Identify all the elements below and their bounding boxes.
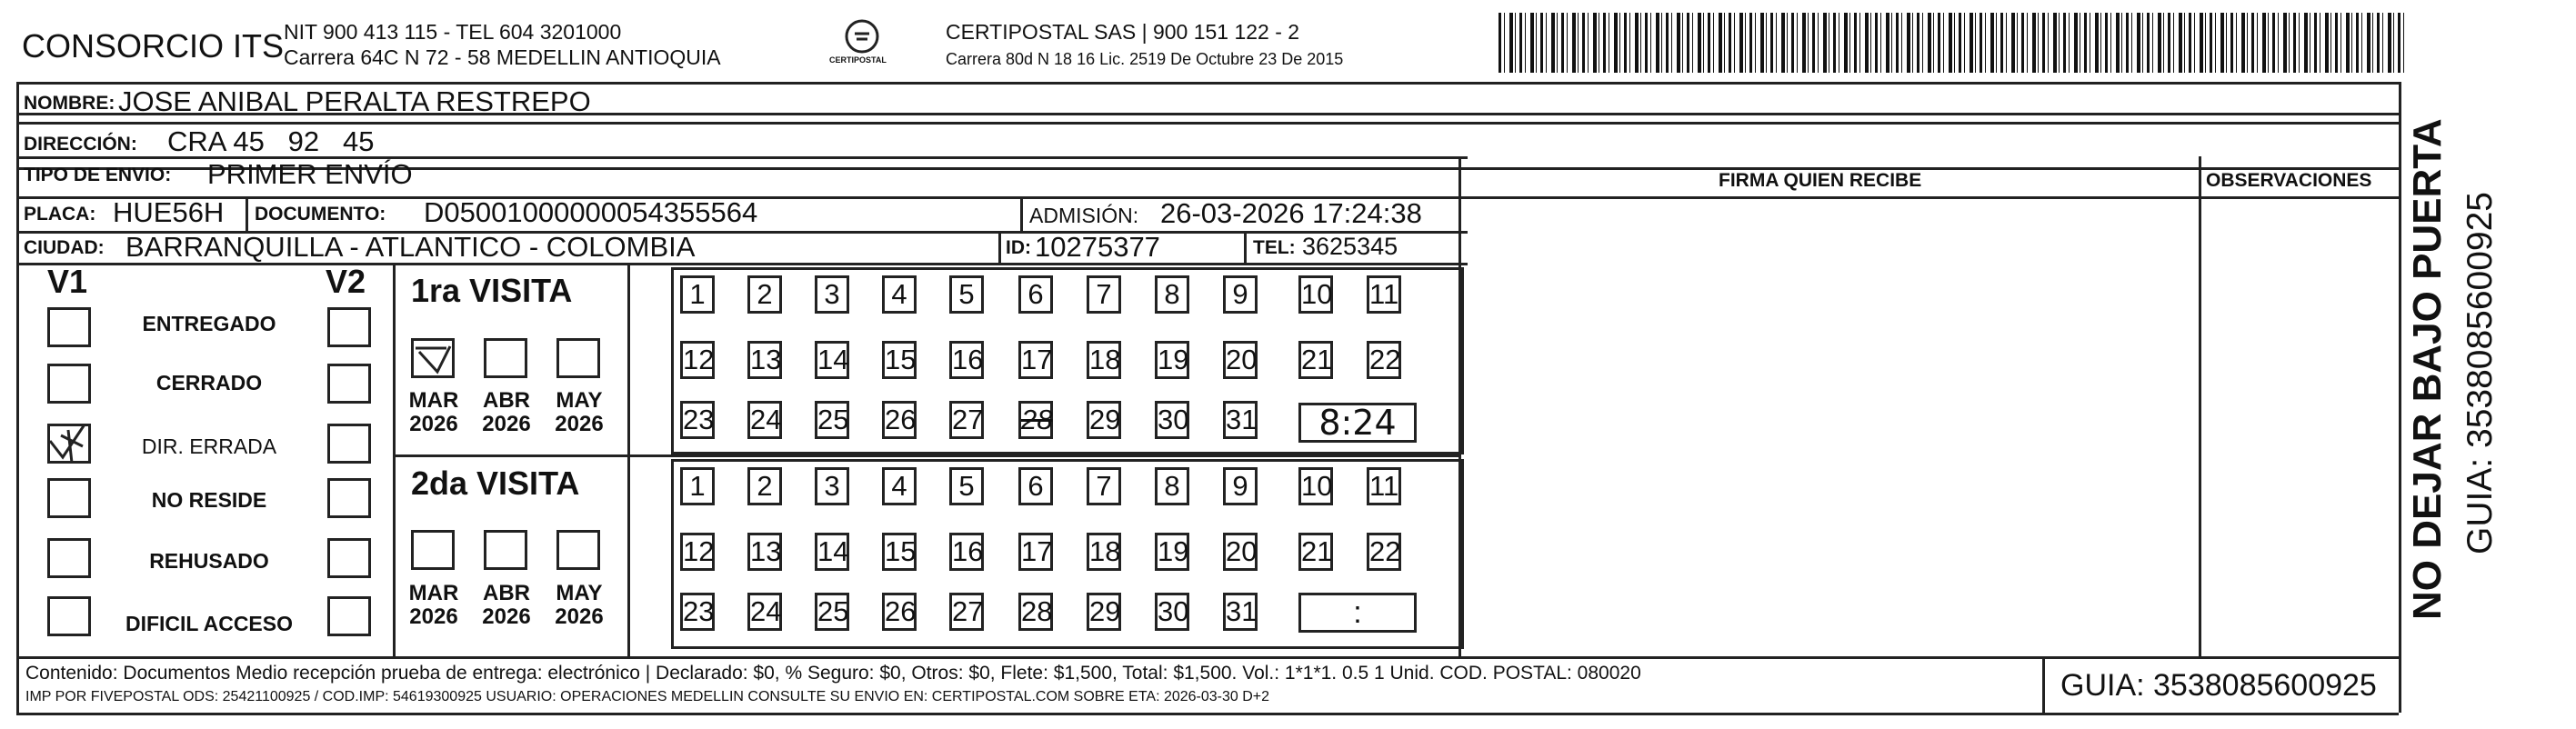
v2-checkbox-dir-errada[interactable] (327, 424, 371, 464)
certipostal-logo-icon (844, 18, 880, 55)
v1-checkbox-rehusado[interactable] (47, 538, 91, 578)
check-mark-icon (410, 335, 457, 381)
id-label: ID: (1006, 237, 1031, 258)
v2-header: V2 (326, 263, 366, 300)
second-visit-day-19[interactable]: 19 (1155, 533, 1189, 571)
v1-checkbox-dir-errada[interactable] (47, 424, 91, 464)
first-visit-day-13[interactable]: 13 (747, 341, 782, 379)
first-visit-month-label-abr: ABR 2026 (482, 388, 531, 437)
second-visit-day-15[interactable]: 15 (882, 533, 917, 571)
second-visit-month-label-mar: MAR 2026 (408, 581, 459, 630)
tel-label: TEL: (1253, 237, 1296, 258)
second-visit-month-may[interactable] (556, 530, 600, 570)
direccion-value: CRA 45 92 45 (167, 125, 375, 157)
first-visit-day-19[interactable]: 19 (1155, 341, 1189, 379)
second-visit-day-1[interactable]: 1 (680, 467, 715, 505)
admision-value: 26-03-2026 17:24:38 (1160, 197, 1422, 229)
second-visit-day-6[interactable]: 6 (1018, 467, 1053, 505)
first-visit-day-6[interactable]: 6 (1018, 275, 1053, 314)
first-visit-day-2[interactable]: 2 (747, 275, 782, 314)
first-visit-title: 1ra VISITA (411, 272, 573, 309)
first-visit-day-21[interactable]: 21 (1298, 341, 1333, 379)
first-visit-month-abr[interactable] (484, 338, 527, 378)
second-visit-day-26[interactable]: 26 (882, 593, 917, 631)
second-visit-day-29[interactable]: 29 (1087, 593, 1121, 631)
second-visit-day-2[interactable]: 2 (747, 467, 782, 505)
nombre-label: NOMBRE: (24, 93, 115, 114)
second-visit-day-27[interactable]: 27 (949, 593, 984, 631)
first-visit-day-18[interactable]: 18 (1087, 341, 1121, 379)
company-nit: NIT 900 413 115 - TEL 604 3201000 (284, 20, 622, 44)
first-visit-month-mar[interactable] (411, 338, 455, 378)
status-no-reside: NO RESIDE (151, 488, 267, 512)
status-entregado: ENTREGADO (142, 312, 276, 335)
second-visit-day-9[interactable]: 9 (1223, 467, 1258, 505)
tipo-envio-label: TIPO DE ENVIO: (24, 165, 172, 185)
first-visit-day-8[interactable]: 8 (1155, 275, 1189, 314)
second-visit-day-30[interactable]: 30 (1155, 593, 1189, 631)
documento-value: D05001000000054355564 (424, 196, 758, 228)
first-visit-day-29[interactable]: 29 (1087, 401, 1121, 439)
documento-label: DOCUMENTO: (255, 204, 386, 225)
first-visit-day-1[interactable]: 1 (680, 275, 715, 314)
v1-checkbox-dificil-acceso[interactable] (47, 596, 91, 636)
first-visit-day-7[interactable]: 7 (1087, 275, 1121, 314)
first-visit-day-12[interactable]: 12 (680, 341, 715, 379)
second-visit-time-box[interactable] (1298, 593, 1417, 633)
second-visit-day-28[interactable]: 28 (1018, 593, 1053, 631)
first-visit-time: 8:24 (1318, 403, 1397, 443)
first-visit-day-28[interactable]: 28 (1018, 401, 1053, 439)
first-visit-day-4[interactable]: 4 (882, 275, 917, 314)
second-visit-day-14[interactable]: 14 (815, 533, 849, 571)
first-visit-day-5[interactable]: 5 (949, 275, 984, 314)
first-visit-day-10[interactable]: 10 (1298, 275, 1333, 314)
firma-header: FIRMA QUIEN RECIBE (1719, 170, 1922, 191)
second-visit-day-10[interactable]: 10 (1298, 467, 1333, 505)
first-visit-day-23[interactable]: 23 (680, 401, 715, 439)
second-visit-day-31[interactable]: 31 (1223, 593, 1258, 631)
nombre-value: JOSE ANIBAL PERALTA RESTREPO (118, 85, 591, 117)
first-visit-day-30[interactable]: 30 (1155, 401, 1189, 439)
v2-checkbox-rehusado[interactable] (327, 538, 371, 578)
logo-caption: CERTIPOSTAL (829, 55, 887, 65)
carrier-name: CERTIPOSTAL SAS | 900 151 122 - 2 (946, 20, 1300, 44)
second-visit-month-label-may: MAY 2026 (555, 581, 604, 630)
second-visit-day-22[interactable]: 22 (1367, 533, 1401, 571)
second-visit-title: 2da VISITA (411, 464, 580, 502)
direccion-label: DIRECCIÓN: (24, 134, 137, 155)
second-visit-time: : (1353, 595, 1362, 630)
first-visit-day-3[interactable]: 3 (815, 275, 849, 314)
status-dificil-acceso: DIFICIL ACCESO (125, 612, 293, 635)
status-rehusado: REHUSADO (149, 549, 269, 573)
first-visit-day-24[interactable]: 24 (747, 401, 782, 439)
second-visit-day-8[interactable]: 8 (1155, 467, 1189, 505)
first-visit-day-15[interactable]: 15 (882, 341, 917, 379)
first-visit-day-27[interactable]: 27 (949, 401, 984, 439)
first-visit-day-20[interactable]: 20 (1223, 341, 1258, 379)
second-visit-month-abr[interactable] (484, 530, 527, 570)
second-visit-day-17[interactable]: 17 (1018, 533, 1053, 571)
second-visit-day-21[interactable]: 21 (1298, 533, 1333, 571)
observaciones-header: OBSERVACIONES (2206, 170, 2372, 191)
placa-value: HUE56H (113, 196, 225, 228)
first-visit-day-25[interactable]: 25 (815, 401, 849, 439)
second-visit-day-7[interactable]: 7 (1087, 467, 1121, 505)
first-visit-day-11[interactable]: 11 (1367, 275, 1401, 314)
first-visit-day-14[interactable]: 14 (815, 341, 849, 379)
first-visit-day-16[interactable]: 16 (949, 341, 984, 379)
second-visit-day-11[interactable]: 11 (1367, 467, 1401, 505)
carrier-address: Carrera 80d N 18 16 Lic. 2519 De Octubre 23 De 2015 (946, 50, 1344, 68)
first-visit-month-label-may: MAY 2026 (555, 388, 604, 437)
second-visit-day-25[interactable]: 25 (815, 593, 849, 631)
status-cerrado: CERRADO (155, 371, 263, 394)
second-visit-month-label-abr: ABR 2026 (482, 581, 531, 630)
second-visit-day-16[interactable]: 16 (949, 533, 984, 571)
ciudad-value: BARRANQUILLA - ATLANTICO - COLOMBIA (125, 231, 696, 263)
second-visit-day-4[interactable]: 4 (882, 467, 917, 505)
company-name: CONSORCIO ITS (22, 27, 285, 65)
first-visit-month-label-mar: MAR 2026 (408, 388, 459, 437)
first-visit-day-9[interactable]: 9 (1223, 275, 1258, 314)
admision-label: ADMISIÓN: (1029, 204, 1139, 227)
id-value: 10275377 (1035, 231, 1160, 263)
second-visit-day-3[interactable]: 3 (815, 467, 849, 505)
v1-checkbox-cerrado[interactable] (47, 364, 91, 404)
v2-checkbox-dificil-acceso[interactable] (327, 596, 371, 636)
v1-checkbox-no-reside[interactable] (47, 478, 91, 518)
v2-checkbox-cerrado[interactable] (327, 364, 371, 404)
contenido-text: Contenido: Documentos Medio recepción prueba de entrega: electrónico | Declarado: $0, % Seguro: $0, Otros: $0, Flete: $1,500, Total: $1,500. Vol.: 1*1*1. 0.5 1 Unid. COD. POSTAL: 080020 (25, 663, 1641, 684)
first-visit-day-26[interactable]: 26 (882, 401, 917, 439)
placa-label: PLACA: (24, 204, 96, 225)
second-visit-month-mar[interactable] (411, 530, 455, 570)
first-visit-time-box[interactable] (1298, 403, 1417, 443)
first-visit-month-may[interactable] (556, 338, 600, 378)
ciudad-label: CIUDAD: (24, 237, 105, 258)
second-visit-day-13[interactable]: 13 (747, 533, 782, 571)
status-dir-errada: DIR. ERRADA (141, 434, 277, 458)
tipo-envio-value: PRIMER ENVÍO (207, 158, 413, 190)
first-visit-day-22[interactable]: 22 (1367, 341, 1401, 379)
no-dejar-bajo-puerta: NO DEJAR BAJO PUERTA (2405, 118, 2450, 620)
second-visit-day-5[interactable]: 5 (949, 467, 984, 505)
second-visit-day-12[interactable]: 12 (680, 533, 715, 571)
tel-value: 3625345 (1302, 233, 1398, 260)
second-visit-day-18[interactable]: 18 (1087, 533, 1121, 571)
v1-checkbox-entregado[interactable] (47, 307, 91, 347)
imp-text: IMP POR FIVEPOSTAL ODS: 25421100925 / COD.IMP: 54619300925 USUARIO: OPERACIONES MEDELLIN CONSULTE SU ENVIO EN: CERTIPOSTAL.COM SOBRE ETA: 2026-03-30 D+2 (25, 689, 1270, 704)
v1-header: V1 (47, 263, 88, 300)
side-guia: GUIA: 3538085600925 (2461, 192, 2500, 554)
second-visit-day-20[interactable]: 20 (1223, 533, 1258, 571)
second-visit-day-23[interactable]: 23 (680, 593, 715, 631)
v2-checkbox-no-reside[interactable] (327, 478, 371, 518)
check-mark-icon (43, 419, 97, 464)
company-address: Carrera 64C N 72 - 58 MEDELLIN ANTIOQUIA (284, 45, 721, 69)
second-visit-day-24[interactable]: 24 (747, 593, 782, 631)
footer-guia: GUIA: 3538085600925 (2060, 668, 2377, 703)
first-visit-day-31[interactable]: 31 (1223, 401, 1258, 439)
v2-checkbox-entregado[interactable] (327, 307, 371, 347)
barcode (1498, 13, 2408, 73)
first-visit-day-17[interactable]: 17 (1018, 341, 1053, 379)
